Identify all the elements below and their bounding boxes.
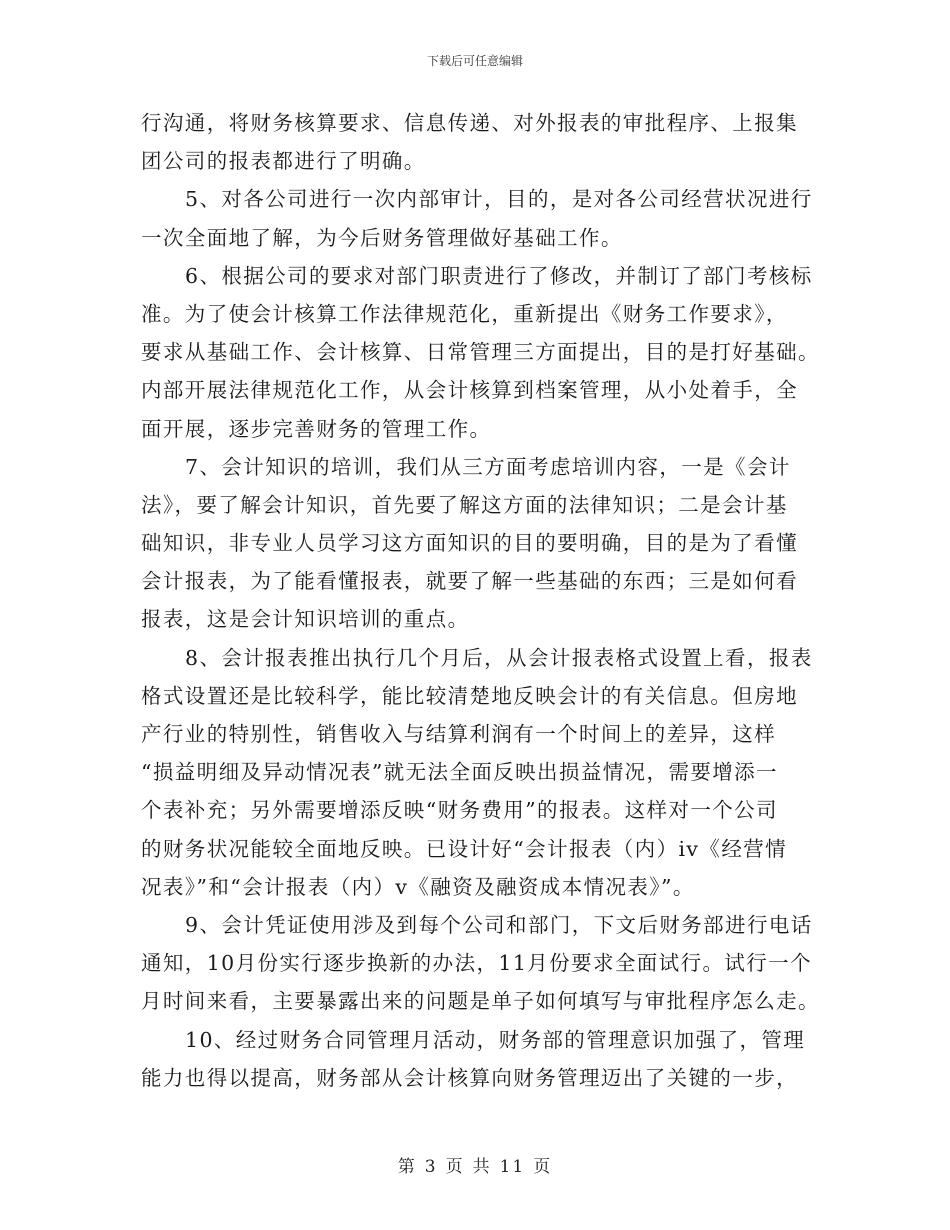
text-line: 况表》”和“会计报表（内）v《融资及融资成本情况表》”。 [141, 874, 695, 899]
total-page-count: 11 [499, 1157, 526, 1177]
paragraph-start-line: 9、会计凭证使用涉及到每个公司和部门，下文后财务部进行电话 [185, 912, 813, 937]
text-line: 一次全面地了解，为今后财务管理做好基础工作。 [141, 225, 623, 250]
footer-word-di: 第 [397, 1157, 417, 1177]
text-line: 能力也得以提高，财务部从会计核算向财务管理迈出了关键的一步， [141, 1065, 798, 1090]
text-line: “损益明细及异动情况表”就无法全面反映出损益情况，需要增添一 [141, 760, 778, 785]
text-line: 团公司的报表都进行了明确。 [141, 149, 426, 174]
text-line: 会计报表，为了能看懂报表，就要了解一些基础的东西；三是如何看 [141, 569, 798, 594]
text-line: 报表，这是会计知识培训的重点。 [141, 607, 470, 632]
document-body [141, 104, 820, 1097]
page-footer [0, 1152, 950, 1177]
text-line: 准。为了使会计核算工作法律规范化，重新提出《财务工作要求》， [141, 301, 788, 326]
text-line: 个表补充；另外需要增添反映“财务费用”的报表。这样对一个公司 [141, 798, 778, 823]
text-line: 法》，要了解会计知识，首先要了解这方面的法律知识；二是会计基 [141, 492, 788, 517]
text-line: 通知，10月份实行逐步换新的办法，11月份要求全面试行。试行一个 [141, 951, 812, 976]
paragraph-start-line: 7、会计知识的培训，我们从三方面考虑培训内容，一是《会计 [185, 454, 791, 479]
text-line: 面开展，逐步完善财务的管理工作。 [141, 416, 492, 441]
text-line: 格式设置还是比较科学，能比较清楚地反映会计的有关信息。但房地 [141, 683, 798, 708]
text-line: 月时间来看，主要暴露出来的问题是单子如何填写与审批程序怎么走。 [141, 989, 820, 1014]
footer-word-ye-2: 页 [533, 1157, 553, 1177]
text-line: 的财务状况能较全面地反映。已设计好“会计报表（内）iv《经营情 [141, 836, 788, 861]
paragraph-start-line: 5、对各公司进行一次内部审计，目的，是对各公司经营状况进行 [185, 187, 813, 212]
text-line: 内部开展法律规范化工作，从会计核算到档案管理，从小处着手，全 [141, 378, 798, 403]
text-line: 要求从基础工作、会计核算、日常管理三方面提出，目的是打好基础。 [141, 340, 820, 365]
paragraph-start-line: 8、会计报表推出执行几个月后，从会计报表格式设置上看，报表 [185, 645, 813, 670]
text-line: 行沟通，将财务核算要求、信息传递、对外报表的审批程序、上报集 [141, 111, 798, 135]
text-line: 础知识，非专业人员学习这方面知识的目的要明确，目的是为了看懂 [141, 531, 798, 556]
footer-word-ye: 页 [445, 1157, 465, 1177]
text-line: 产行业的特别性，销售收入与结算利润有一个时间上的差异，这样 [141, 722, 777, 746]
paragraph-start-line: 10、经过财务合同管理月活动，财务部的管理意识加强了，管理 [185, 1027, 806, 1052]
paragraph-start-line: 6、根据公司的要求对部门职责进行了修改，并制订了部门考核标 [185, 263, 813, 288]
current-page-number: 3 [424, 1157, 438, 1177]
page-header-note: 下载后可任意编辑 [426, 54, 523, 68]
footer-word-gong: 共 [472, 1157, 492, 1177]
